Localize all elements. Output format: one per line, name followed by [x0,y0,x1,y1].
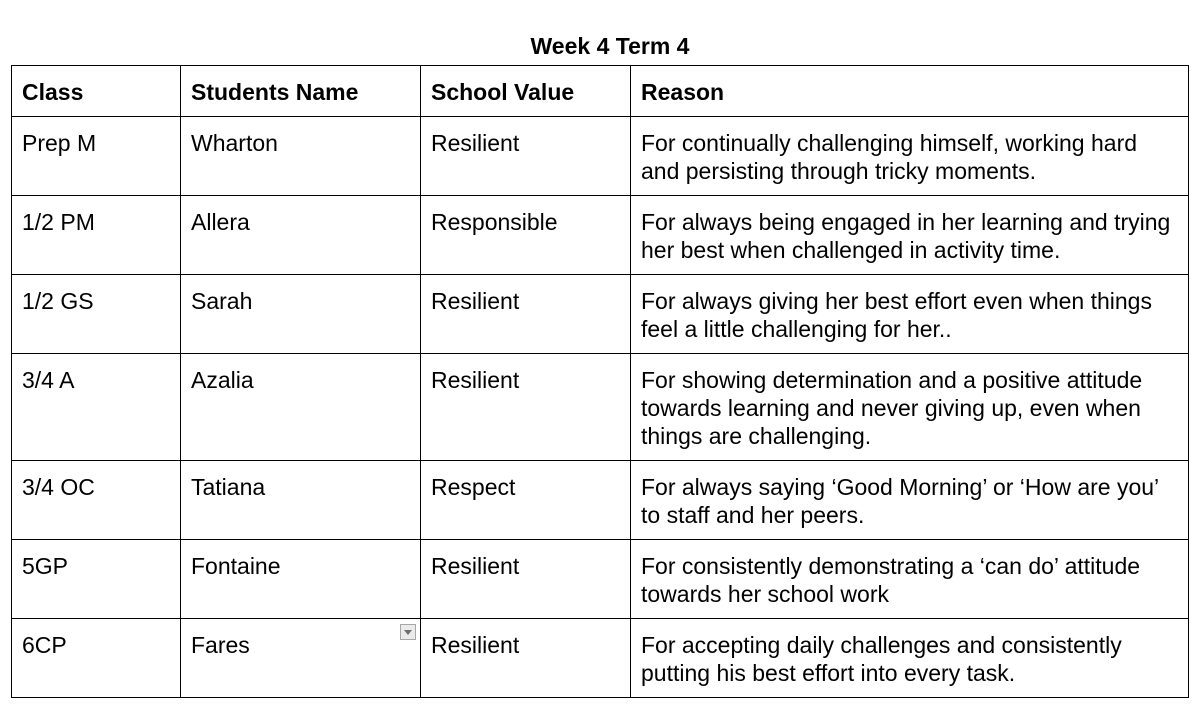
header-students-name: Students Name [181,66,421,117]
class-cell[interactable]: 3/4 A [12,354,181,461]
table-header-row [12,66,1189,117]
student-name-cell[interactable]: Wharton [181,117,421,196]
header-class: Class [12,66,181,117]
table-row [12,354,1189,461]
reason-cell[interactable]: For always being engaged in her learning and trying her best when challenged in activity time. [631,196,1189,275]
reason-cell[interactable]: For accepting daily challenges and consistently putting his best effort into every task. [631,619,1189,698]
class-cell[interactable]: 1/2 PM [12,196,181,275]
student-name-cell[interactable]: Tatiana [181,461,421,540]
student-name-cell[interactable] [181,619,421,698]
table-row [12,540,1189,619]
class-cell[interactable]: 5GP [12,540,181,619]
class-cell[interactable]: 3/4 OC [12,461,181,540]
class-cell[interactable]: 6CP [12,619,181,698]
reason-cell[interactable]: For showing determination and a positive attitude towards learning and never giving up, even when things are challenging. [631,354,1189,461]
reason-cell[interactable]: For always saying ‘Good Morning’ or ‘How are you’ to staff and her peers. [631,461,1189,540]
student-name-cell[interactable]: Allera [181,196,421,275]
class-cell[interactable]: 1/2 GS [12,275,181,354]
school-value-cell[interactable]: Resilient [421,117,631,196]
student-name-cell[interactable]: Azalia [181,354,421,461]
school-value-cell[interactable]: Resilient [421,540,631,619]
awards-table [11,65,1189,698]
school-value-cell[interactable]: Resilient [421,354,631,461]
reason-cell[interactable]: For continually challenging himself, working hard and persisting through tricky moments. [631,117,1189,196]
header-school-value: School Value [421,66,631,117]
table-row [12,196,1189,275]
class-cell[interactable]: Prep M [12,117,181,196]
school-value-cell[interactable]: Respect [421,461,631,540]
page-title: Week 4 Term 4 [530,33,690,59]
reason-cell[interactable]: For always giving her best effort even when things feel a little challenging for her.. [631,275,1189,354]
header-reason: Reason [631,66,1189,117]
student-name-cell[interactable]: Sarah [181,275,421,354]
chevron-down-icon [404,630,412,635]
cell-dropdown-button[interactable] [400,624,416,640]
student-name-text: Fares [191,632,250,658]
table-row [12,461,1189,540]
school-value-cell[interactable]: Resilient [421,275,631,354]
table-row [12,619,1189,698]
school-value-cell[interactable]: Responsible [421,196,631,275]
reason-cell[interactable]: For consistently demonstrating a ‘can do’ attitude towards her school work [631,540,1189,619]
table-row [12,117,1189,196]
school-value-cell[interactable]: Resilient [421,619,631,698]
student-name-cell[interactable]: Fontaine [181,540,421,619]
table-row [12,275,1189,354]
